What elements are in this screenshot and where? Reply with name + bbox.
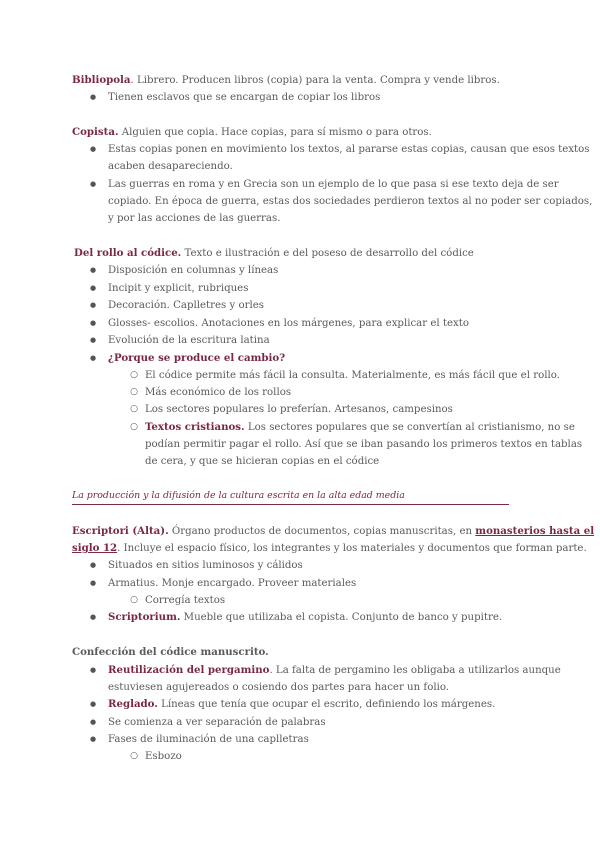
list-item: Tienen esclavos que se encargan de copiar los libros [108,92,381,103]
list-item: Evolución de la escritura latina [108,335,270,346]
section-title: La producción y la difusión de la cultura escrita en la alta edad media [72,488,509,505]
list-item: Glosses- escolios. Anotaciones en los márgenes, para explicar el texto [108,318,469,329]
list-item: Scriptorium. Mueble que utilizaba el copista. Conjunto de banco y pupitre. [108,611,503,623]
list-item: Situados en sitios luminosos y cálidos [108,560,303,571]
bullet-icon: ● [89,284,97,292]
confeccion-heading: Confección del códice manuscrito. [72,646,269,658]
circle-bullet-icon: ○ [130,751,138,761]
circle-bullet-icon: ○ [130,422,138,432]
reglado-term: Reglado. [108,698,158,710]
bullet-icon: ● [89,180,97,188]
bullet-icon: ● [89,561,97,569]
bullet-icon: ● [89,735,97,743]
sub-list-item-continued: de cera, y que se hicieran copias en el códice [145,456,380,467]
bullet-icon: ● [89,301,97,309]
list-item: Fases de iluminación de una caplletras [108,734,309,745]
sub-list-item: Esbozo [145,751,182,762]
escriptori-definition-continued: siglo 12. Incluye el espacio físico, los integrantes y los materiales y documentos que forman parte. [72,542,587,554]
list-item: Incipit y explicit, rubriques [108,283,249,294]
list-item-continued: acaben desapareciendo. [108,161,233,172]
bullet-icon: ● [89,266,97,274]
bibliopola-term: Bibliopola [72,74,131,86]
reutilizacion-term: Reutilización del pergamino [108,664,270,676]
siglo-highlight: siglo 12 [72,542,118,554]
bullet-icon: ● [89,579,97,587]
textos-cristianos-term: Textos cristianos. [145,421,245,433]
list-item: Decoración. Caplletres y orles [108,300,265,311]
bullet-icon: ● [89,700,97,708]
list-item: Reglado. Líneas que tenía que ocupar el escrito, definiendo los márgenes. [108,698,496,710]
bullet-icon: ● [89,613,97,621]
list-item-continued: copiado. En época de guerra, estas dos sociedades perdieron textos al no poder ser copiados, [108,196,593,207]
scriptorium-term: Scriptorium. [108,611,181,623]
list-item: Disposición en columnas y líneas [108,265,279,276]
sub-list-item: El códice permite más fácil la consulta. Materialmente, es más fácil que el rollo. [145,370,560,381]
circle-bullet-icon: ○ [130,595,138,605]
circle-bullet-icon: ○ [130,404,138,414]
list-item: Se comienza a ver separación de palabras [108,717,326,728]
list-item: Las guerras en roma y en Grecia son un ejemplo de lo que pasa si ese texto deja de ser [108,179,559,190]
sub-list-item-continued: podían permitir pagar el rollo. Así que se iban pasando los primeros textos en tablas [145,439,583,450]
circle-bullet-icon: ○ [130,370,138,380]
monasterios-highlight: monasterios hasta el [475,525,595,537]
why-question: ¿Porque se produce el cambio? [108,352,286,364]
list-item [108,350,285,367]
sub-list-item: Los sectores populares lo preferían. Artesanos, campesinos [145,404,453,415]
list-item-continued: estuviesen agujereados o cosiendo dos partes para hacer un folio. [108,682,450,693]
copista-term: Copista. [72,126,119,138]
bullet-icon: ● [89,336,97,344]
sub-list-item: Corregía textos [145,595,226,606]
bullet-icon: ● [89,319,97,327]
escriptori-definition: Escriptori (Alta). Órgano productos de documentos, copias manuscritas, en monasterios hasta el [72,525,595,537]
list-item: Reutilización del pergamino. La falta de pergamino les obligaba a utilizarlos aunque [108,664,561,676]
list-item: Armatius. Monje encargado. Proveer materiales [108,578,357,589]
rollo-term: Del rollo al códice. [74,247,182,259]
copista-definition: Copista. Alguien que copia. Hace copias, para sí mismo o para otros. [72,126,432,138]
circle-bullet-icon: ○ [130,387,138,397]
list-item: Estas copias ponen en movimiento los textos, al pararse estas copias, causan que esos textos [108,144,590,155]
list-item-continued: y por las acciones de las guerras. [108,213,281,224]
sub-list-item: Más económico de los rollos [145,387,292,398]
sub-list-item: Textos cristianos. Los sectores populares que se convertían al cristianismo, no se [145,421,575,433]
rollo-definition: Del rollo al códice. Texto e ilustración e del poseso de desarrollo del códice [74,247,474,259]
bullet-icon: ● [89,666,97,674]
escriptori-term: Escriptori (Alta). [72,525,169,537]
bullet-icon: ● [89,145,97,153]
bullet-icon: ● [89,93,97,101]
bullet-icon: ● [89,718,97,726]
bibliopola-definition: Bibliopola. Librero. Producen libros (copia) para la venta. Compra y vende libros. [72,74,500,86]
bullet-icon: ● [89,354,97,362]
